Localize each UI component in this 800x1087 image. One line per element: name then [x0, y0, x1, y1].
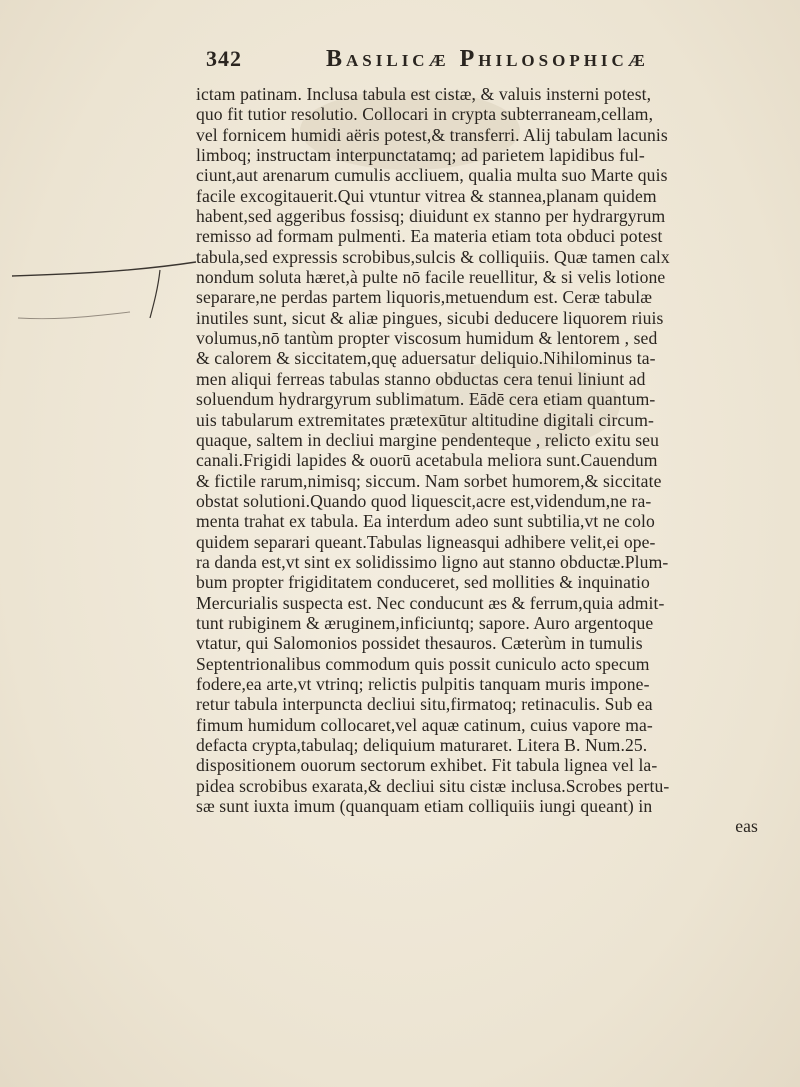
text-line: limboq; instructam interpunctatamq; ad parietem lapidibus ful- [196, 145, 645, 166]
text-line: separare,ne perdas partem liquoris,metuendum est. Ceræ tabulæ [196, 287, 653, 308]
text-line: men aliqui ferreas tabulas stanno obductas cera tenui liniunt ad [196, 368, 646, 389]
text-line: & fictile rarum,nimisq; siccum. Nam sorbet humorem,& siccitate [196, 470, 662, 491]
text-line: retur tabula interpuncta decliui situ,firmatoq; retinaculis. Sub ea [196, 694, 653, 715]
text-line: ciunt,aut arenarum cumulis accliuem, qualia multa suo Marte quis [196, 165, 668, 186]
page-number: 342 [206, 46, 242, 71]
text-line: fimum humidum collocaret,vel aquæ catinum, cuius vapore ma- [196, 714, 653, 735]
text-line: soluendum hydrargyrum sublimatum. Eādē cera etiam quantum- [196, 389, 656, 410]
running-title: Basilicæ Philosophicæ [326, 46, 649, 72]
text-line: obstat solutioni.Quando quod liquescit,acre est,videndum,ne ra- [196, 490, 652, 511]
text-line: quo fit tutior resolutio. Collocari in crypta subterraneam,cellam, [196, 104, 654, 125]
text-line: volumus,nō tantùm propter viscosum humidum & lentorem , sed [196, 328, 658, 349]
text-line: nondum soluta hæret,à pulte nō facile reuellitur, & si velis lotione [196, 267, 666, 288]
text-line: vtatur, qui Salomonios possidet thesauros. Cæterùm in tumulis [196, 633, 643, 654]
text-line: inutiles sunt, sicut & aliæ pingues, sicubi deducere liquorem riuis [196, 307, 664, 328]
text-line: pidea scrobibus exarata,& decliui situ cistæ inclusa.Scrobes pertu- [196, 775, 670, 796]
text-line: eas [735, 816, 758, 837]
text-line: remisso ad formam pulmenti. Ea materia etiam tota obduci potest [196, 226, 663, 247]
text-line: facile excogitauerit.Qui vtuntur vitrea & stannea,planam quidem [196, 185, 657, 206]
text-line: menta trahat ex tabula. Ea interdum adeo sunt subtilia,vt ne colo [196, 511, 655, 532]
text-line: habent,sed aggeribus fossisq; diuidunt ex stanno per hydrargyrum [196, 206, 666, 227]
text-line: bum propter frigiditatem conduceret, sed mollities & inquinatio [196, 572, 650, 593]
body-text [196, 84, 770, 837]
text-line: Mercurialis suspecta est. Nec conducunt æs & ferrum,quia admit- [196, 592, 665, 613]
text-line: ra danda est,vt sint ex solidissimo ligno aut stanno obductæ.Plum- [196, 551, 669, 572]
text-line: canali.Frigidi lapides & ouorū acetabula meliora sunt.Cauendum [196, 450, 658, 471]
marginal-pen-stroke [10, 258, 200, 358]
text-line: fodere,ea arte,vt vtrinq; relictis pulpitis tanquam muris impone- [196, 673, 650, 694]
text-line: quaque, saltem in decliui margine pendenteque , relicto exitu seu [196, 429, 659, 450]
text-line: & calorem & siccitatem,quę aduersatur deliquio.Nihilominus ta- [196, 348, 656, 369]
text-line: defacta crypta,tabulaq; deliquium maturaret. Litera B. Num.25. [196, 735, 648, 755]
text-line: vel fornicem humidi aëris potest,& transferri. Alij tabulam lacunis [196, 124, 668, 145]
text-line: sæ sunt iuxta imum (quanquam etiam colliquiis iungi queant) in [196, 796, 653, 817]
text-line: quidem separari queant.Tabulas ligneasqui adhibere velit,ei ope- [196, 531, 656, 552]
text-line: uis tabularum extremitates prætexūtur altitudine digitali circum- [196, 409, 654, 430]
text-line: ictam patinam. Inclusa tabula est cistæ, & valuis insterni potest, [196, 84, 652, 104]
running-head [206, 46, 766, 80]
text-line: tabula,sed expressis scrobibus,sulcis & colliquiis. Quæ tamen calx [196, 246, 670, 267]
text-line: tunt rubiginem & æruginem,inficiuntq; sapore. Auro argentoque [196, 612, 654, 633]
text-line: Septentrionalibus commodum quis possit cuniculo acto specum [196, 653, 650, 674]
text-line: dispositionem ouorum sectorum exhibet. Fit tabula lignea vel la- [196, 755, 658, 776]
